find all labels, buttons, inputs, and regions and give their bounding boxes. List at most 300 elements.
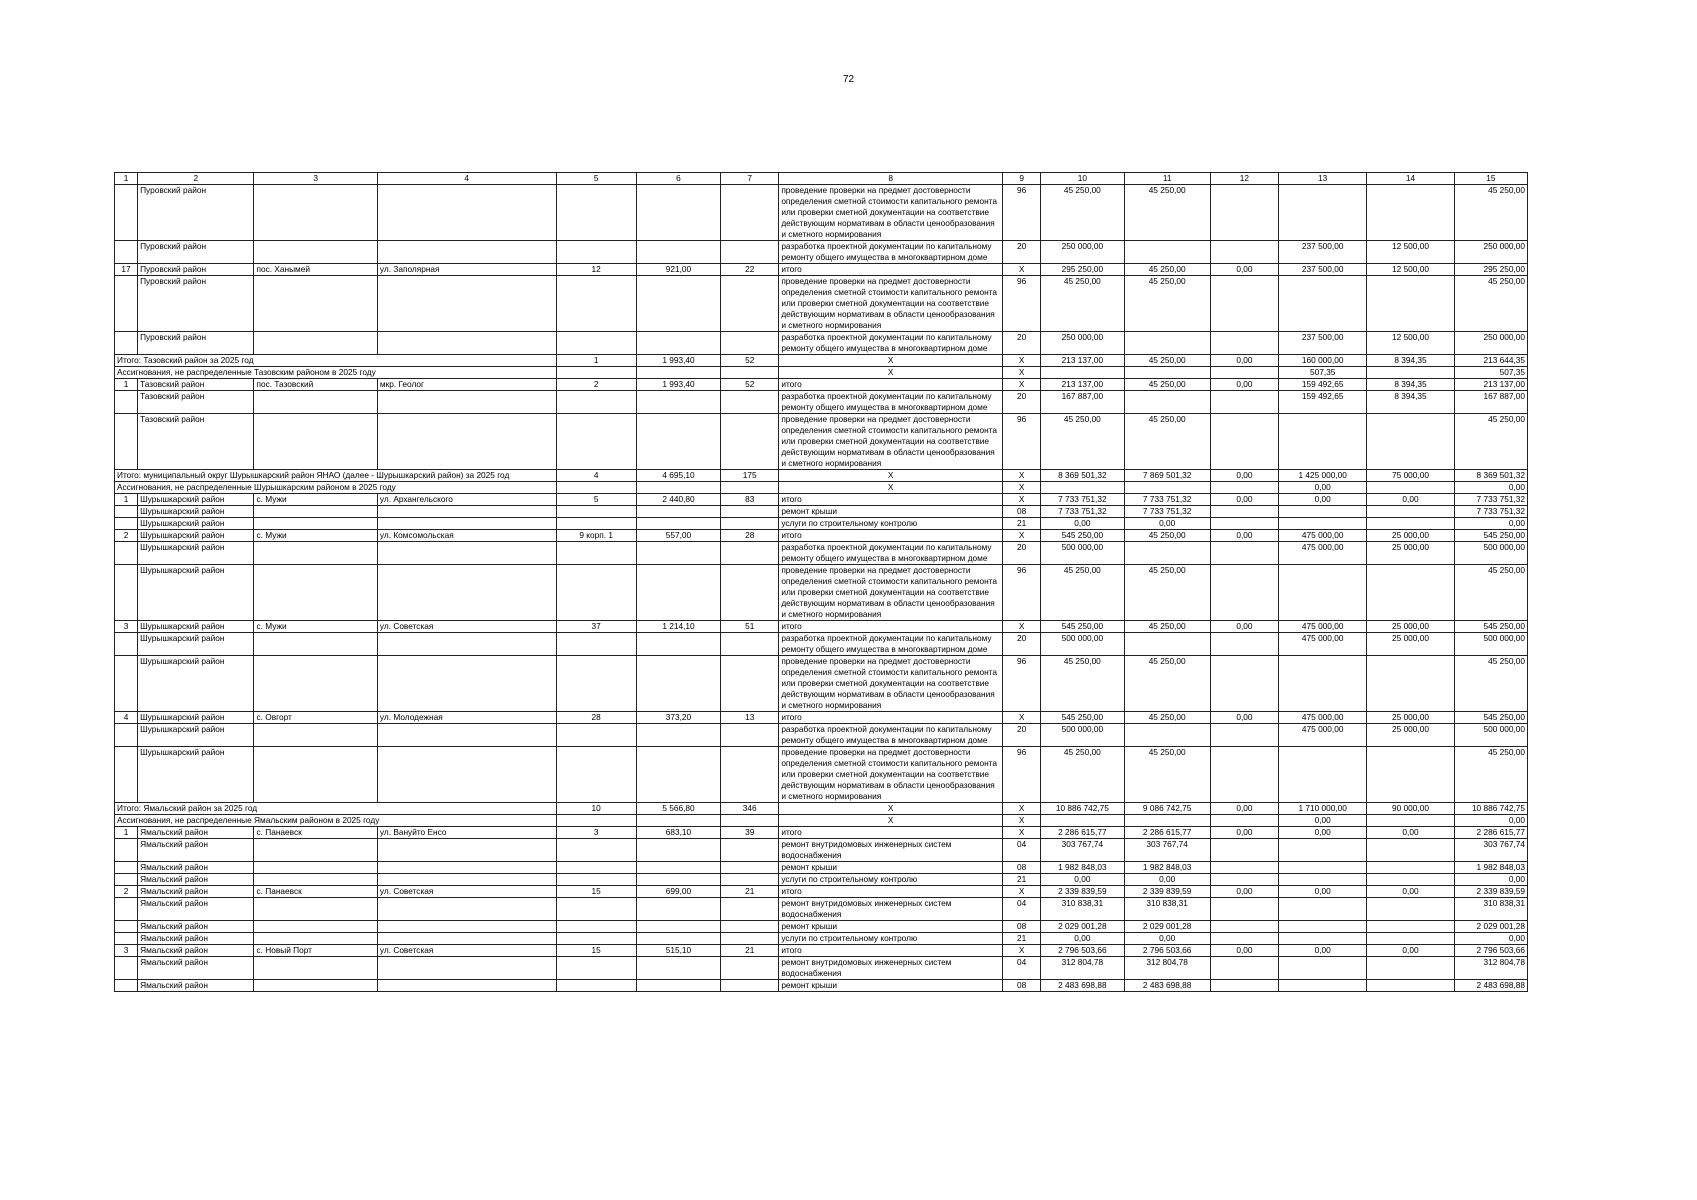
column-header: 9	[1003, 173, 1041, 185]
district-cell: Ямальский район	[138, 874, 254, 886]
col14-cell	[1367, 482, 1454, 494]
col11-cell: 312 804,78	[1124, 957, 1210, 980]
col11-cell: 2 483 698,88	[1124, 980, 1210, 992]
column-header: 1	[115, 173, 138, 185]
col13-cell: 507,35	[1279, 367, 1367, 379]
work-code-cell: X	[1003, 482, 1041, 494]
residents-cell: 346	[721, 803, 779, 815]
col13-cell	[1279, 414, 1367, 470]
house-number-cell	[556, 862, 636, 874]
district-cell: Ямальский район	[138, 862, 254, 874]
summary-row	[115, 815, 1528, 827]
settlement-cell	[254, 747, 377, 803]
col13-cell: 237 500,00	[1279, 264, 1367, 276]
col13-cell: 160 000,00	[1279, 355, 1367, 367]
col12-cell: 0,00	[1210, 712, 1278, 724]
work-type-cell: разработка проектной документации по капитальному ремонту общего имущества в многоквартирном доме	[779, 332, 1003, 355]
col15-cell: 213 137,00	[1454, 379, 1527, 391]
row-number-cell	[115, 747, 138, 803]
table-row	[115, 241, 1528, 264]
settlement-cell	[254, 874, 377, 886]
table-row	[115, 633, 1528, 656]
col12-cell	[1210, 391, 1278, 414]
col11-cell	[1124, 815, 1210, 827]
col15-cell: 45 250,00	[1454, 565, 1527, 621]
settlement-cell: пос. Тазовский	[254, 379, 377, 391]
row-number-cell	[115, 980, 138, 992]
work-code-cell: X	[1003, 621, 1041, 633]
column-header: 5	[556, 173, 636, 185]
column-header: 14	[1367, 173, 1454, 185]
area-cell	[636, 506, 720, 518]
capital-repair-table	[114, 172, 1528, 992]
work-code-cell: 20	[1003, 542, 1041, 565]
street-cell	[377, 874, 556, 886]
col12-cell	[1210, 565, 1278, 621]
row-number-cell	[115, 332, 138, 355]
district-cell: Шурышкарский район	[138, 724, 254, 747]
district-cell: Тазовский район	[138, 414, 254, 470]
col12-cell	[1210, 898, 1278, 921]
total-cost-cell: 0,00	[1041, 874, 1124, 886]
area-cell	[636, 414, 720, 470]
street-cell	[377, 518, 556, 530]
work-type-cell: X	[779, 482, 1003, 494]
settlement-cell	[254, 518, 377, 530]
work-type-cell: итого	[779, 712, 1003, 724]
col12-cell: 0,00	[1210, 530, 1278, 542]
summary-row	[115, 355, 1528, 367]
total-cost-cell: 2 796 503,66	[1041, 945, 1124, 957]
work-type-cell: X	[779, 470, 1003, 482]
col13-cell: 237 500,00	[1279, 332, 1367, 355]
work-code-cell: 08	[1003, 921, 1041, 933]
col15-cell: 167 887,00	[1454, 391, 1527, 414]
total-cost-cell: 7 733 751,32	[1041, 494, 1124, 506]
area-cell	[636, 815, 720, 827]
street-cell	[377, 633, 556, 656]
residents-cell	[721, 656, 779, 712]
col14-cell	[1367, 367, 1454, 379]
district-cell: Шурышкарский район	[138, 530, 254, 542]
col11-cell: 45 250,00	[1124, 355, 1210, 367]
street-cell: ул. Вануйто Енсо	[377, 827, 556, 839]
col13-cell: 475 000,00	[1279, 724, 1367, 747]
work-code-cell: 20	[1003, 241, 1041, 264]
total-cost-cell: 1 982 848,03	[1041, 862, 1124, 874]
work-type-cell: итого	[779, 530, 1003, 542]
capital-repair-table-container	[114, 172, 1528, 992]
settlement-cell: с. Панаевск	[254, 886, 377, 898]
total-cost-cell: 45 250,00	[1041, 747, 1124, 803]
house-number-cell: 3	[556, 827, 636, 839]
col15-cell: 0,00	[1454, 874, 1527, 886]
row-number-cell	[115, 518, 138, 530]
street-cell	[377, 933, 556, 945]
col12-cell: 0,00	[1210, 355, 1278, 367]
house-number-cell: 15	[556, 886, 636, 898]
house-count-cell	[556, 482, 636, 494]
col14-cell	[1367, 957, 1454, 980]
col12-cell	[1210, 414, 1278, 470]
col11-cell: 45 250,00	[1124, 264, 1210, 276]
col14-cell: 25 000,00	[1367, 633, 1454, 656]
work-type-cell: итого	[779, 945, 1003, 957]
column-header: 2	[138, 173, 254, 185]
area-cell	[636, 482, 720, 494]
work-code-cell: X	[1003, 827, 1041, 839]
area-cell: 557,00	[636, 530, 720, 542]
house-number-cell: 9 корп. 1	[556, 530, 636, 542]
col11-cell: 2 286 615,77	[1124, 827, 1210, 839]
residents-cell	[721, 332, 779, 355]
work-code-cell: 96	[1003, 565, 1041, 621]
total-cost-cell: 213 137,00	[1041, 355, 1124, 367]
street-cell	[377, 656, 556, 712]
work-type-cell: услуги по строительному контролю	[779, 933, 1003, 945]
total-cost-cell: 545 250,00	[1041, 712, 1124, 724]
area-cell: 2 440,80	[636, 494, 720, 506]
work-type-cell: разработка проектной документации по капитальному ремонту общего имущества в многоквартирном доме	[779, 542, 1003, 565]
street-cell: ул. Архангельского	[377, 494, 556, 506]
table-row	[115, 898, 1528, 921]
col15-cell: 0,00	[1454, 482, 1527, 494]
work-type-cell: проведение проверки на предмет достоверности определения сметной стоимости капитального ремонта или проверки сметной документации на соответствие действующим нормативам в области ценообразования и сметного нормирования	[779, 747, 1003, 803]
settlement-cell: пос. Ханымей	[254, 264, 377, 276]
district-cell: Тазовский район	[138, 391, 254, 414]
summary-row	[115, 482, 1528, 494]
row-number-cell	[115, 933, 138, 945]
work-code-cell: 08	[1003, 980, 1041, 992]
table-row	[115, 506, 1528, 518]
row-number-cell	[115, 724, 138, 747]
col14-cell	[1367, 518, 1454, 530]
col12-cell: 0,00	[1210, 621, 1278, 633]
col14-cell: 12 500,00	[1367, 241, 1454, 264]
col11-cell	[1124, 542, 1210, 565]
col14-cell: 25 000,00	[1367, 724, 1454, 747]
col11-cell: 45 250,00	[1124, 530, 1210, 542]
work-type-cell: ремонт внутридомовых инженерных систем водоснабжения	[779, 898, 1003, 921]
area-cell	[636, 747, 720, 803]
col13-cell	[1279, 656, 1367, 712]
row-number-cell	[115, 957, 138, 980]
col15-cell: 545 250,00	[1454, 712, 1527, 724]
work-code-cell: X	[1003, 803, 1041, 815]
col13-cell	[1279, 185, 1367, 241]
col11-cell	[1124, 633, 1210, 656]
total-cost-cell: 45 250,00	[1041, 414, 1124, 470]
street-cell	[377, 747, 556, 803]
col15-cell: 2 796 503,66	[1454, 945, 1527, 957]
col12-cell: 0,00	[1210, 827, 1278, 839]
col13-cell: 475 000,00	[1279, 633, 1367, 656]
work-code-cell: 96	[1003, 656, 1041, 712]
work-code-cell: 21	[1003, 933, 1041, 945]
col12-cell	[1210, 506, 1278, 518]
col12-cell	[1210, 839, 1278, 862]
col11-cell: 2 339 839,59	[1124, 886, 1210, 898]
col13-cell	[1279, 518, 1367, 530]
street-cell	[377, 506, 556, 518]
settlement-cell	[254, 656, 377, 712]
street-cell	[377, 957, 556, 980]
street-cell: ул. Комсомольская	[377, 530, 556, 542]
residents-cell	[721, 185, 779, 241]
col13-cell	[1279, 933, 1367, 945]
col13-cell	[1279, 921, 1367, 933]
street-cell: ул. Советская	[377, 945, 556, 957]
col14-cell: 0,00	[1367, 886, 1454, 898]
street-cell	[377, 921, 556, 933]
street-cell	[377, 185, 556, 241]
settlement-cell: с. Панаевск	[254, 827, 377, 839]
col14-cell	[1367, 185, 1454, 241]
table-row	[115, 886, 1528, 898]
district-cell: Шурышкарский район	[138, 633, 254, 656]
work-type-cell: итого	[779, 886, 1003, 898]
total-cost-cell: 7 733 751,32	[1041, 506, 1124, 518]
col14-cell	[1367, 565, 1454, 621]
row-number-cell	[115, 391, 138, 414]
total-cost-cell: 2 339 839,59	[1041, 886, 1124, 898]
row-number-cell	[115, 542, 138, 565]
col14-cell	[1367, 414, 1454, 470]
table-row	[115, 656, 1528, 712]
work-type-cell: проведение проверки на предмет достоверности определения сметной стоимости капитального ремонта или проверки сметной документации на соответствие действующим нормативам в области ценообразования и сметного нормирования	[779, 414, 1003, 470]
row-number-cell: 17	[115, 264, 138, 276]
area-cell	[636, 185, 720, 241]
area-cell	[636, 542, 720, 565]
col15-cell: 310 838,31	[1454, 898, 1527, 921]
house-number-cell: 37	[556, 621, 636, 633]
work-type-cell: проведение проверки на предмет достоверности определения сметной стоимости капитального ремонта или проверки сметной документации на соответствие действующим нормативам в области ценообразования и сметного нормирования	[779, 656, 1003, 712]
work-code-cell: 96	[1003, 414, 1041, 470]
row-number-cell	[115, 633, 138, 656]
work-code-cell: 20	[1003, 724, 1041, 747]
column-header: 6	[636, 173, 720, 185]
work-code-cell: 08	[1003, 862, 1041, 874]
house-number-cell	[556, 542, 636, 565]
house-number-cell	[556, 957, 636, 980]
work-type-cell: итого	[779, 827, 1003, 839]
col14-cell	[1367, 862, 1454, 874]
work-type-cell: услуги по строительному контролю	[779, 518, 1003, 530]
summary-label: Итого: Тазовский район за 2025 год	[115, 355, 557, 367]
street-cell	[377, 276, 556, 332]
col15-cell: 295 250,00	[1454, 264, 1527, 276]
col13-cell: 237 500,00	[1279, 241, 1367, 264]
area-cell	[636, 898, 720, 921]
col15-cell: 2 483 698,88	[1454, 980, 1527, 992]
col11-cell	[1124, 482, 1210, 494]
row-number-cell	[115, 862, 138, 874]
work-code-cell: X	[1003, 886, 1041, 898]
col15-cell: 0,00	[1454, 518, 1527, 530]
col15-cell: 2 339 839,59	[1454, 886, 1527, 898]
work-type-cell: итого	[779, 264, 1003, 276]
total-cost-cell: 0,00	[1041, 518, 1124, 530]
district-cell: Шурышкарский район	[138, 518, 254, 530]
table-row	[115, 185, 1528, 241]
col15-cell: 10 886 742,75	[1454, 803, 1527, 815]
col15-cell: 7 733 751,32	[1454, 506, 1527, 518]
page-number: 72	[842, 74, 855, 85]
col15-cell: 312 804,78	[1454, 957, 1527, 980]
summary-row	[115, 470, 1528, 482]
col11-cell: 45 250,00	[1124, 414, 1210, 470]
district-cell: Шурышкарский район	[138, 542, 254, 565]
col12-cell	[1210, 482, 1278, 494]
col14-cell	[1367, 898, 1454, 921]
street-cell	[377, 542, 556, 565]
table-row	[115, 494, 1528, 506]
col12-cell	[1210, 367, 1278, 379]
settlement-cell	[254, 542, 377, 565]
col15-cell: 250 000,00	[1454, 241, 1527, 264]
work-code-cell: 21	[1003, 874, 1041, 886]
settlement-cell	[254, 839, 377, 862]
house-count-cell: 4	[556, 470, 636, 482]
col12-cell	[1210, 276, 1278, 332]
area-cell	[636, 518, 720, 530]
area-cell	[636, 724, 720, 747]
residents-cell	[721, 241, 779, 264]
district-cell: Ямальский район	[138, 933, 254, 945]
area-cell	[636, 957, 720, 980]
col13-cell: 0,00	[1279, 886, 1367, 898]
row-number-cell	[115, 656, 138, 712]
row-number-cell	[115, 241, 138, 264]
district-cell: Ямальский район	[138, 957, 254, 980]
settlement-cell	[254, 724, 377, 747]
col13-cell	[1279, 957, 1367, 980]
work-code-cell: X	[1003, 815, 1041, 827]
col12-cell: 0,00	[1210, 379, 1278, 391]
row-number-cell: 1	[115, 827, 138, 839]
residents-cell: 52	[721, 379, 779, 391]
street-cell	[377, 898, 556, 921]
residents-cell	[721, 276, 779, 332]
col11-cell: 45 250,00	[1124, 565, 1210, 621]
total-cost-cell: 45 250,00	[1041, 656, 1124, 712]
col15-cell: 2 286 615,77	[1454, 827, 1527, 839]
col13-cell	[1279, 839, 1367, 862]
settlement-cell	[254, 565, 377, 621]
settlement-cell	[254, 980, 377, 992]
district-cell: Пуровский район	[138, 264, 254, 276]
col12-cell: 0,00	[1210, 886, 1278, 898]
col12-cell	[1210, 933, 1278, 945]
district-cell: Ямальский район	[138, 898, 254, 921]
total-cost-cell: 167 887,00	[1041, 391, 1124, 414]
col11-cell: 45 250,00	[1124, 379, 1210, 391]
settlement-cell	[254, 862, 377, 874]
total-cost-cell: 0,00	[1041, 933, 1124, 945]
area-cell	[636, 656, 720, 712]
residents-cell	[721, 933, 779, 945]
work-type-cell: X	[779, 355, 1003, 367]
col15-cell: 7 733 751,32	[1454, 494, 1527, 506]
col11-cell: 0,00	[1124, 933, 1210, 945]
col11-cell: 7 733 751,32	[1124, 494, 1210, 506]
col15-cell: 303 767,74	[1454, 839, 1527, 862]
col15-cell: 45 250,00	[1454, 414, 1527, 470]
table-row	[115, 921, 1528, 933]
work-type-cell: итого	[779, 379, 1003, 391]
total-cost-cell: 2 286 615,77	[1041, 827, 1124, 839]
column-header: 12	[1210, 173, 1278, 185]
residents-cell	[721, 862, 779, 874]
col11-cell: 45 250,00	[1124, 656, 1210, 712]
col13-cell	[1279, 862, 1367, 874]
col15-cell: 250 000,00	[1454, 332, 1527, 355]
table-row	[115, 933, 1528, 945]
work-code-cell: 04	[1003, 957, 1041, 980]
work-type-cell: услуги по строительному контролю	[779, 874, 1003, 886]
district-cell: Тазовский район	[138, 379, 254, 391]
house-number-cell	[556, 276, 636, 332]
col12-cell	[1210, 656, 1278, 712]
work-type-cell: итого	[779, 494, 1003, 506]
house-number-cell	[556, 414, 636, 470]
street-cell	[377, 332, 556, 355]
residents-cell: 21	[721, 886, 779, 898]
residents-cell	[721, 839, 779, 862]
work-type-cell: разработка проектной документации по капитальному ремонту общего имущества в многоквартирном доме	[779, 724, 1003, 747]
row-number-cell: 4	[115, 712, 138, 724]
col13-cell	[1279, 506, 1367, 518]
row-number-cell: 2	[115, 886, 138, 898]
col14-cell: 25 000,00	[1367, 530, 1454, 542]
col13-cell	[1279, 898, 1367, 921]
table-row	[115, 542, 1528, 565]
col11-cell: 7 733 751,32	[1124, 506, 1210, 518]
total-cost-cell: 312 804,78	[1041, 957, 1124, 980]
row-number-cell: 3	[115, 945, 138, 957]
house-count-cell	[556, 367, 636, 379]
work-type-cell: ремонт крыши	[779, 980, 1003, 992]
col11-cell	[1124, 724, 1210, 747]
street-cell	[377, 862, 556, 874]
residents-cell	[721, 565, 779, 621]
col12-cell	[1210, 874, 1278, 886]
street-cell: ул. Молодежная	[377, 712, 556, 724]
area-cell	[636, 921, 720, 933]
settlement-cell: с. Мужи	[254, 494, 377, 506]
work-type-cell: X	[779, 815, 1003, 827]
col14-cell: 25 000,00	[1367, 621, 1454, 633]
table-row	[115, 565, 1528, 621]
col14-cell: 75 000,00	[1367, 470, 1454, 482]
col13-cell: 475 000,00	[1279, 621, 1367, 633]
work-code-cell: 20	[1003, 633, 1041, 656]
table-body	[115, 173, 1528, 992]
residents-cell	[721, 957, 779, 980]
house-number-cell	[556, 185, 636, 241]
col13-cell: 159 492,65	[1279, 379, 1367, 391]
area-cell	[636, 391, 720, 414]
col12-cell	[1210, 921, 1278, 933]
col13-cell	[1279, 276, 1367, 332]
col12-cell	[1210, 633, 1278, 656]
settlement-cell	[254, 933, 377, 945]
district-cell: Шурышкарский район	[138, 565, 254, 621]
residents-cell	[721, 921, 779, 933]
work-code-cell: 20	[1003, 332, 1041, 355]
col15-cell: 45 250,00	[1454, 656, 1527, 712]
work-code-cell: X	[1003, 355, 1041, 367]
